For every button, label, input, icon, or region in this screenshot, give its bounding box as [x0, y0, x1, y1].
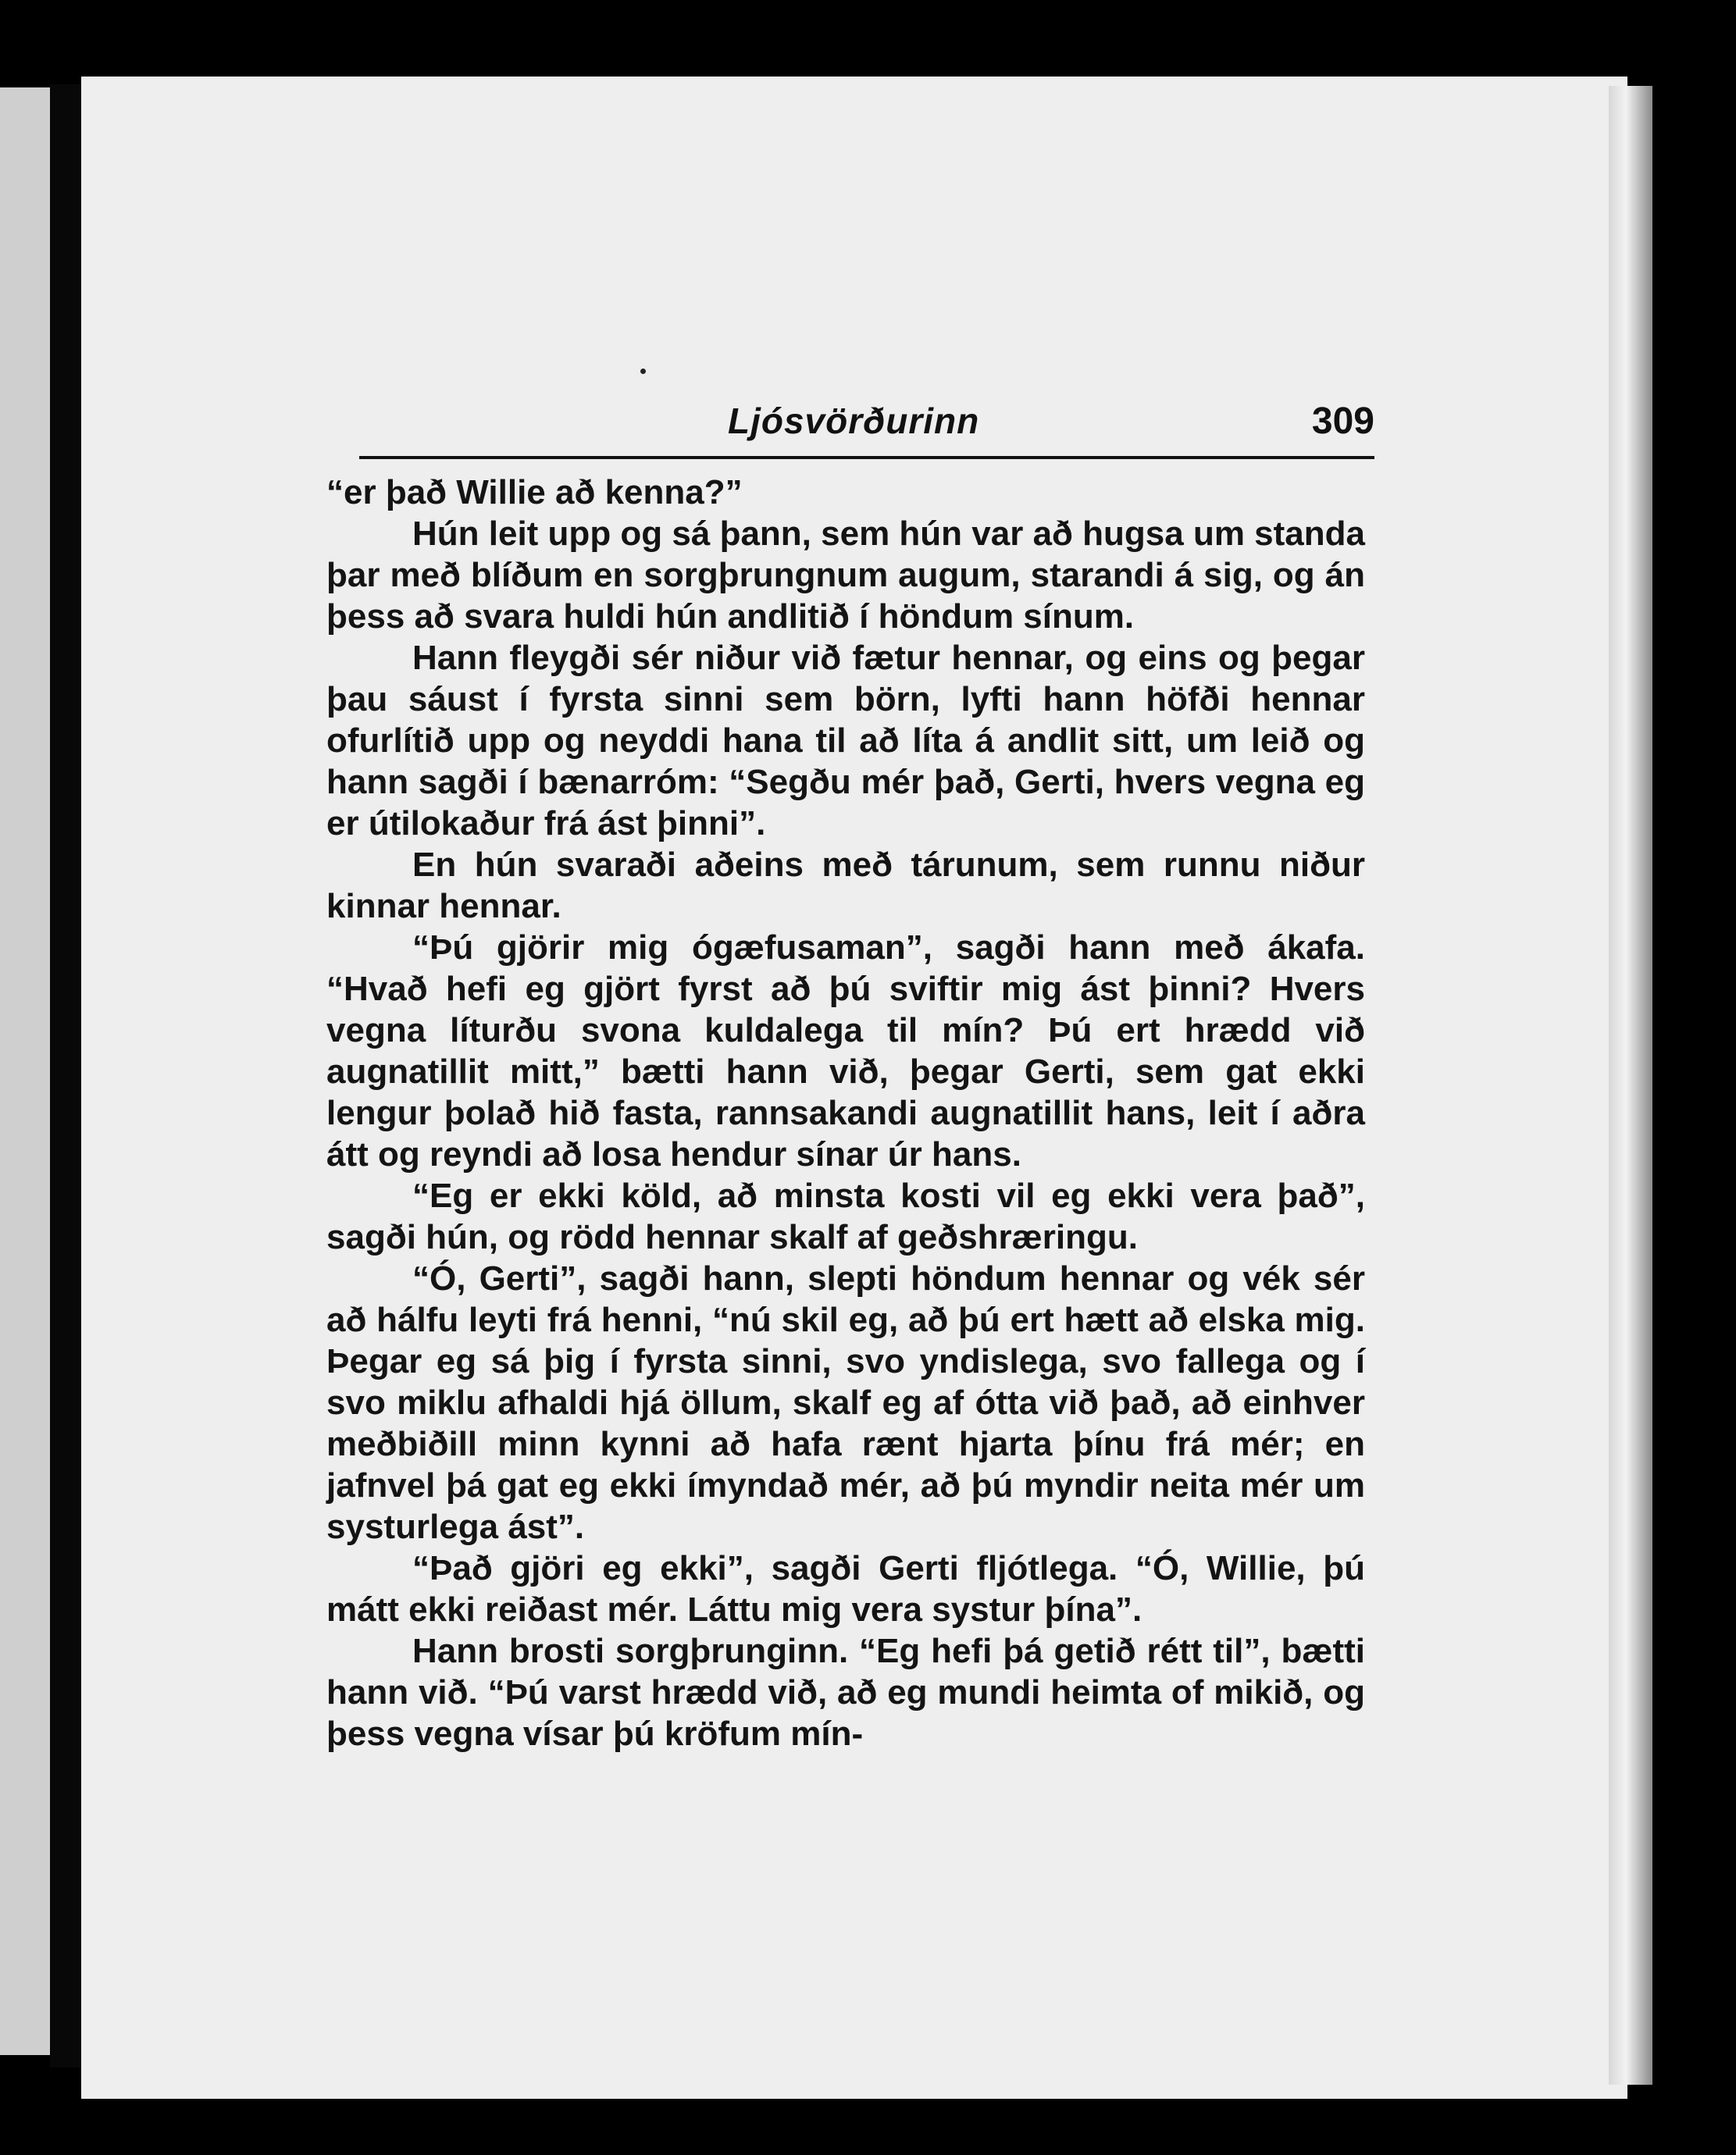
paragraph: “Ó, Gerti”, sagði hann, slepti höndum hennar og vék sér að hálfu leyti frá henni, “nú skil eg, að þú ert hætt að elska mig. Þegar eg sá þig í fyrsta sinni, svo yndislega, svo fallega og í svo miklu afhaldi hjá öllum, skalf eg af ótta við það, að einhver meðbiðill minn kynni að hafa rænt hjarta þínu frá mér; en jafnvel þá gat eg ekki ímyndað mér, að þú myndir neita mér um systurlega ást”.	[326, 1259, 1365, 1546]
paragraph: “Þú gjörir mig ógæfusaman”, sagði hann með ákafa. “Hvað hefi eg gjört fyrst að þú sviftir mig ást þinni? Hvers vegna líturðu svona kuldalega til mín? Þú ert hrædd við augnatillit mitt,” bætti hann við, þegar Gerti, sem gat ekki lengur þolað hið fasta, rannsakandi augnatillit hans, leit í aðra átt og reyndi að losa hendur sínar úr hans.	[326, 928, 1365, 1174]
paragraph: Hún leit upp og sá þann, sem hún var að hugsa um standa þar með blíðum en sorgþrungnum augum, starandi á sig, og án þess að svara huldi hún andlitið í höndum sínum.	[326, 515, 1365, 636]
page-stack-edge	[1609, 86, 1652, 2085]
adjacent-page-edge	[0, 87, 50, 2055]
print-speck	[640, 369, 646, 374]
paragraph: “er það Willie að kenna?”	[326, 473, 743, 511]
paragraph: En hún svaraði aðeins með tárunum, sem runnu niður kinnar hennar.	[326, 846, 1365, 925]
paragraph: “Það gjöri eg ekki”, sagði Gerti fljótlega. “Ó, Willie, þú mátt ekki reiðast mér. Láttu mig vera systur þína”.	[326, 1549, 1365, 1629]
paragraph: Hann fleygði sér niður við fætur hennar, og eins og þegar þau sáust í fyrsta sinni sem börn, lyfti hann höfði hennar ofurlítið upp og neyddi hana til að líta á andlit sitt, um leið og hann sagði í bænarróm: “Segðu mér það, Gerti, hvers vegna eg er útilokaður frá ást þinni”.	[326, 639, 1365, 842]
header-rule	[359, 456, 1374, 459]
paragraph: “Eg er ekki köld, að minsta kosti vil eg ekki vera það”, sagði hún, og rödd hennar skalf af geðshræringu.	[326, 1177, 1365, 1256]
book-spine-shadow	[50, 84, 83, 2068]
running-title: Ljósvörðurinn	[728, 401, 980, 441]
paragraph: Hann brosti sorgþrunginn. “Eg hefi þá getið rétt til”, bætti hann við. “Þú varst hrædd við, að eg mundi heimta of mikið, og þess vegna vísar þú kröfum mín-	[326, 1632, 1365, 1753]
page-number: 309	[1311, 401, 1374, 442]
body-text	[326, 472, 1365, 1754]
running-header	[359, 400, 1374, 456]
